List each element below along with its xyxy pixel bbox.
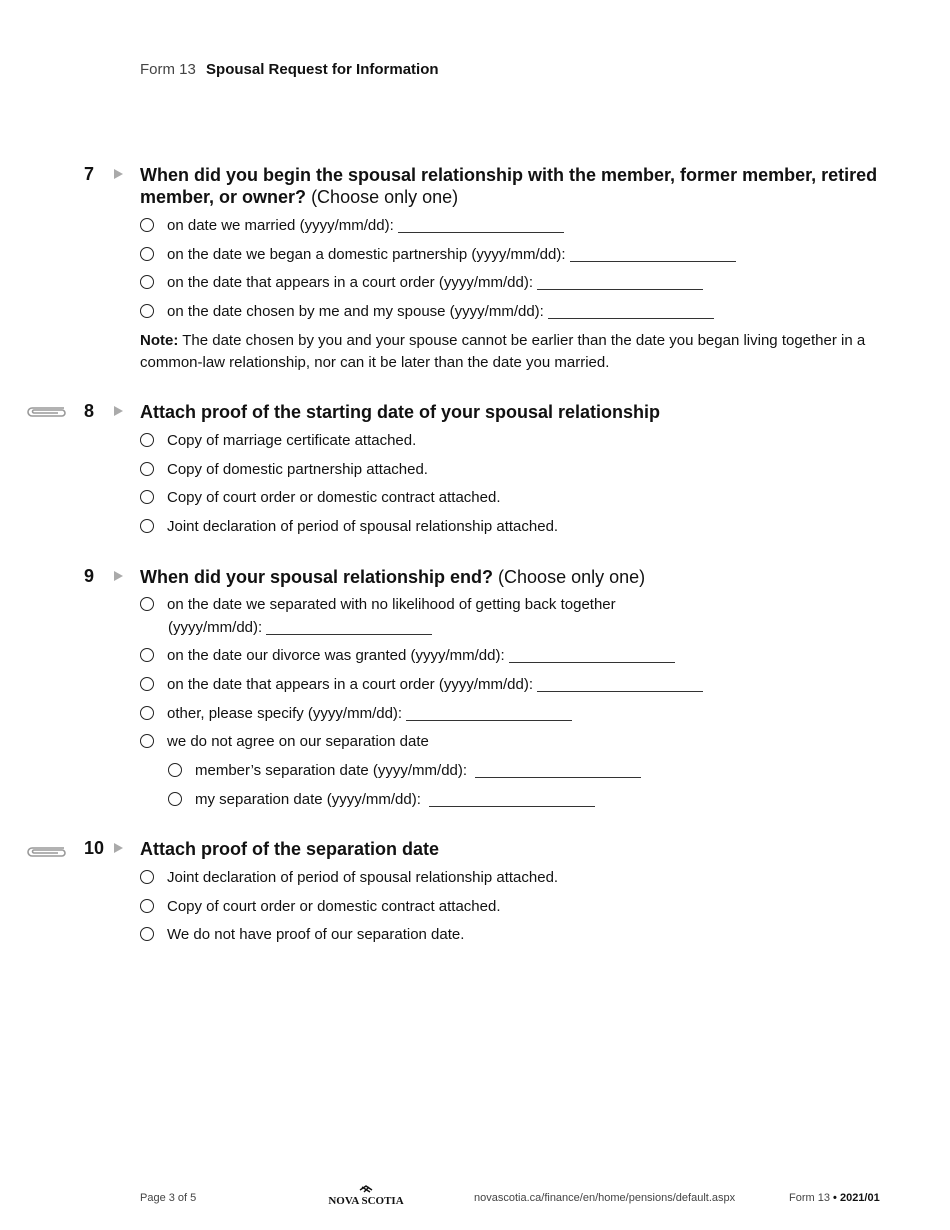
triangle-right-icon <box>114 406 123 416</box>
page-number: Page 3 of 5 <box>140 1192 197 1204</box>
option-marriage-certificate[interactable] <box>140 430 416 452</box>
radio-button[interactable] <box>140 462 154 476</box>
question-title-bold: Attach proof of the separation date <box>140 839 440 859</box>
date-field[interactable] <box>429 792 595 807</box>
option-label: on date we married (yyyy/mm/dd): <box>167 217 394 234</box>
option-no-proof[interactable] <box>140 924 464 946</box>
triangle-right-icon <box>114 571 123 581</box>
radio-button[interactable] <box>140 275 154 289</box>
date-field[interactable] <box>570 247 736 262</box>
question-title-bold: When did you begin the spousal relationship with the member, former member, retired member, or owner? <box>140 165 878 207</box>
triangle-right-icon <box>114 843 123 853</box>
question-title-bold: Attach proof of the starting date of your spousal relationship <box>140 402 661 422</box>
question-number: 7 <box>84 164 95 184</box>
radio-button[interactable] <box>140 899 154 913</box>
option-court-order[interactable] <box>140 896 501 918</box>
question-number: 10 <box>84 838 105 858</box>
option-married-date[interactable] <box>140 215 564 237</box>
radio-button[interactable] <box>140 648 154 662</box>
option-separated-date[interactable] <box>140 594 616 616</box>
option-chosen-date[interactable] <box>140 301 714 323</box>
question-title-hint: (Choose only one) <box>311 187 459 207</box>
radio-button[interactable] <box>168 763 182 777</box>
note-text: The date chosen by you and your spouse cannot be earlier than the date you began living together in a common-law relationship, nor can it be later than the date you married. <box>140 332 866 371</box>
radio-button[interactable] <box>168 792 182 806</box>
option-domestic-partnership[interactable] <box>140 459 428 481</box>
option-label: on the date that appears in a court order (yyyy/mm/dd): <box>167 274 534 291</box>
option-joint-declaration[interactable] <box>140 867 558 889</box>
option-label: on the date our divorce was granted (yyyy/mm/dd): <box>167 647 505 664</box>
option-separated-date-cont <box>168 617 432 639</box>
option-label: Joint declaration of period of spousal relationship attached. <box>167 869 559 886</box>
option-label: on the date we separated with no likelihood of getting back together <box>167 596 616 613</box>
question-title <box>140 566 880 588</box>
radio-button[interactable] <box>140 870 154 884</box>
option-joint-declaration[interactable] <box>140 516 558 538</box>
date-field[interactable] <box>548 304 714 319</box>
date-field[interactable] <box>266 620 432 635</box>
note-label: Note: <box>140 332 179 349</box>
nova-scotia-logo <box>326 1183 406 1207</box>
option-label: on the date chosen by me and my spouse (yyyy/mm/dd): <box>167 303 544 320</box>
page-header <box>140 61 439 78</box>
radio-button[interactable] <box>140 677 154 691</box>
question-title-bold: When did your spousal relationship end? <box>140 567 494 587</box>
footer-version: 2021/01 <box>839 1192 880 1204</box>
svg-text:NOVA SCOTIA: NOVA SCOTIA <box>328 1195 404 1207</box>
option-label: Copy of marriage certificate attached. <box>167 432 417 449</box>
option-label: (yyyy/mm/dd): <box>168 619 263 636</box>
date-field[interactable] <box>475 763 641 778</box>
option-label: on the date that appears in a court order (yyyy/mm/dd): <box>167 676 534 693</box>
question-number: 9 <box>84 566 95 586</box>
option-label: Copy of court order or domestic contract attached. <box>167 898 501 915</box>
radio-button[interactable] <box>140 433 154 447</box>
radio-button[interactable] <box>140 927 154 941</box>
suboption-my-separation-date[interactable] <box>168 789 595 811</box>
question-title <box>140 164 880 208</box>
radio-button[interactable] <box>140 247 154 261</box>
option-divorce-date[interactable] <box>140 645 675 667</box>
option-court-order[interactable] <box>140 487 501 509</box>
note <box>140 330 882 374</box>
question-number: 8 <box>84 401 95 421</box>
option-other-date[interactable] <box>140 703 572 725</box>
option-no-agreement[interactable] <box>140 731 429 753</box>
option-label: we do not agree on our separation date <box>167 733 429 750</box>
radio-button[interactable] <box>140 734 154 748</box>
radio-button[interactable] <box>140 218 154 232</box>
paperclip-icon <box>24 403 68 419</box>
radio-button[interactable] <box>140 490 154 504</box>
question-title <box>140 838 880 860</box>
bullet: • <box>833 1192 837 1204</box>
footer-form-version <box>789 1192 880 1204</box>
option-label: other, please specify (yyyy/mm/dd): <box>167 705 403 722</box>
option-label: my separation date (yyyy/mm/dd): <box>195 791 421 808</box>
radio-button[interactable] <box>140 706 154 720</box>
option-label: Copy of domestic partnership attached. <box>167 461 428 478</box>
form-number: Form 13 <box>140 61 196 78</box>
option-label: We do not have proof of our separation date. <box>167 926 465 943</box>
option-label: Joint declaration of period of spousal relationship attached. <box>167 518 559 535</box>
option-label: member’s separation date (yyyy/mm/dd): <box>195 762 468 779</box>
date-field[interactable] <box>537 275 703 290</box>
footer-form-label: Form 13 <box>789 1192 830 1204</box>
date-field[interactable] <box>406 706 572 721</box>
suboption-member-separation-date[interactable] <box>168 760 641 782</box>
date-field[interactable] <box>509 648 675 663</box>
option-domestic-partnership-date[interactable] <box>140 244 736 266</box>
footer-url[interactable]: novascotia.ca/finance/en/home/pensions/default.aspx <box>474 1192 736 1204</box>
date-field[interactable] <box>398 218 564 233</box>
option-label: Copy of court order or domestic contract attached. <box>167 489 501 506</box>
date-field[interactable] <box>537 677 703 692</box>
option-court-order-date[interactable] <box>140 674 703 696</box>
paperclip-icon <box>24 843 68 859</box>
radio-button[interactable] <box>140 519 154 533</box>
form-title: Spousal Request for Information <box>206 61 439 78</box>
option-court-order-date[interactable] <box>140 272 703 294</box>
question-title <box>140 401 880 423</box>
radio-button[interactable] <box>140 597 154 611</box>
radio-button[interactable] <box>140 304 154 318</box>
triangle-right-icon <box>114 169 123 179</box>
question-title-hint: (Choose only one) <box>498 567 646 587</box>
option-label: on the date we began a domestic partnership (yyyy/mm/dd): <box>167 246 566 263</box>
